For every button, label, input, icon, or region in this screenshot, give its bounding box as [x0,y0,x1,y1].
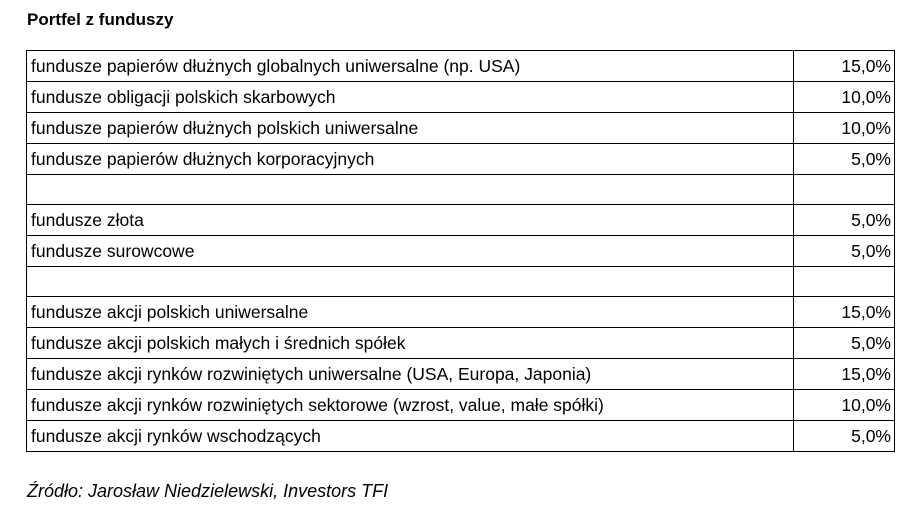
allocation-cell: 5,0% [794,205,895,236]
source-note: Źródło: Jarosław Niedzielewski, Investors TFI [27,481,389,501]
table-row [27,297,895,328]
allocation-cell: 5,0% [794,328,895,359]
fund-name-cell: fundusze obligacji polskich skarbowych [27,82,794,113]
table-row [27,236,895,267]
portfolio-table [26,50,895,452]
fund-name-cell: fundusze papierów dłużnych polskich uniwersalne [27,113,794,144]
fund-name-cell: fundusze akcji polskich małych i średnich spółek [27,328,794,359]
fund-name-cell [27,267,794,297]
allocation-cell: 10,0% [794,82,895,113]
allocation-cell: 10,0% [794,390,895,421]
fund-name-cell: fundusze surowcowe [27,236,794,267]
allocation-cell [794,175,895,205]
allocation-cell: 15,0% [794,359,895,390]
allocation-cell: 5,0% [794,144,895,175]
fund-name-cell: fundusze akcji rynków wschodzących [27,421,794,452]
fund-name-cell: fundusze papierów dłużnych globalnych uniwersalne (np. USA) [27,51,794,82]
allocation-cell: 10,0% [794,113,895,144]
allocation-cell: 15,0% [794,297,895,328]
allocation-cell: 15,0% [794,51,895,82]
table-row [27,144,895,175]
allocation-cell: 5,0% [794,236,895,267]
table-row [27,51,895,82]
allocation-cell [794,267,895,297]
fund-name-cell: fundusze złota [27,205,794,236]
fund-name-cell: fundusze papierów dłużnych korporacyjnych [27,144,794,175]
document-title: Portfel z funduszy [27,10,174,29]
table-row [27,113,895,144]
table-row [27,328,895,359]
fund-name-cell [27,175,794,205]
fund-name-cell: fundusze akcji polskich uniwersalne [27,297,794,328]
allocation-cell: 5,0% [794,421,895,452]
table-row [27,82,895,113]
table-row [27,205,895,236]
table-row [27,390,895,421]
table-row [27,421,895,452]
table-row [27,359,895,390]
table-row-empty [27,175,895,205]
fund-name-cell: fundusze akcji rynków rozwiniętych sektorowe (wzrost, value, małe spółki) [27,390,794,421]
table-row-empty [27,267,895,297]
fund-name-cell: fundusze akcji rynków rozwiniętych uniwersalne (USA, Europa, Japonia) [27,359,794,390]
